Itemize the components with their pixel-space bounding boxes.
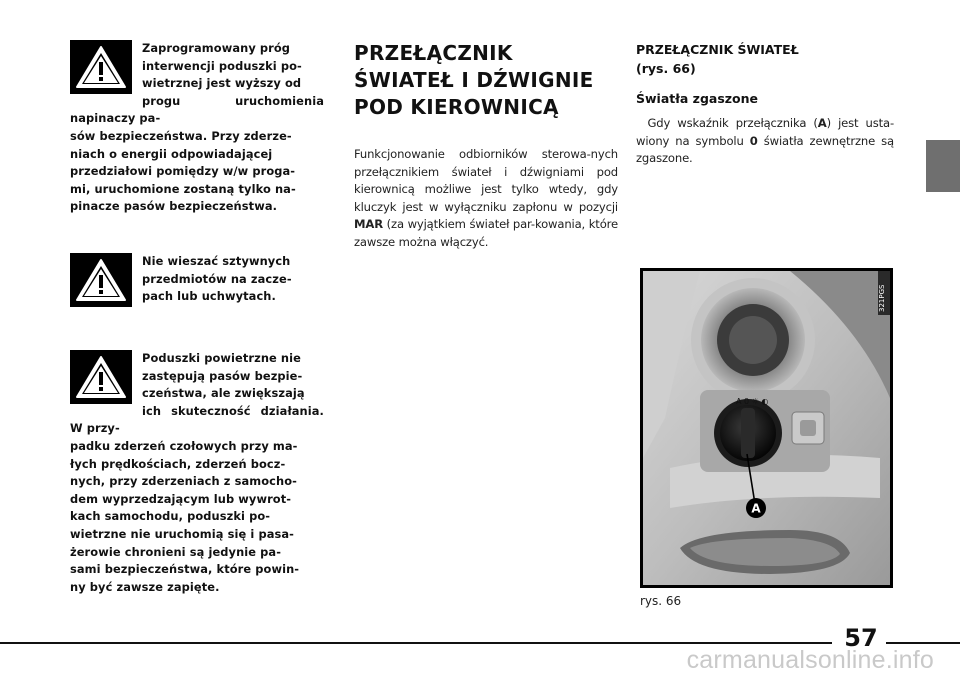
para-text: Gdy wskaźnik przełącznika ( [647, 116, 818, 130]
text-line: sami bezpieczeństwa, które powin- [70, 562, 300, 577]
text-line: Nie wieszać sztywnych [142, 254, 291, 268]
heading-line: POD KIEROWNICĄ [354, 95, 559, 119]
text-line: niach o energii odpowiadającej [70, 146, 273, 161]
figure-photo [640, 268, 893, 588]
warning-triangle-icon [70, 40, 132, 94]
warning-triangle-icon [70, 253, 132, 307]
section-heading [354, 40, 614, 121]
text-line: kach samochodu, poduszki po- [70, 509, 271, 524]
ref-paren-open: ( [636, 61, 642, 76]
para-bold-zero: 0 [749, 133, 758, 148]
text-line: wietrzne nie uruchomią się i pasa- [70, 526, 294, 541]
text-line: wietrznej jest wyższy od [142, 76, 302, 91]
text-line: przedmiotów na zacze- [142, 271, 292, 286]
intro-text: (za wyjątkiem świateł par-kowania, które zawsze można włączyć. [354, 217, 618, 249]
lights-off-paragraph [636, 115, 894, 168]
intro-text: Funkcjonowanie odbiorników sterowa-nych przełącznikiem świateł i dźwigniami pod kierownicą możliwe jest tylko wtedy, gdy kluczyk jest w wyłączniku zapłonu w pozycji [354, 147, 618, 214]
figure-label-a: A [751, 501, 761, 516]
text-line: zastępują pasów bezpie- [142, 368, 303, 383]
figure-code: 321PGS [878, 284, 886, 312]
text-line: mi, uruchomione zostaną tylko na- [70, 181, 296, 196]
warning-block-3 [70, 350, 324, 596]
heading-line: ŚWIATEŁ I DŹWIGNIE [354, 68, 594, 92]
warning-block-1 [70, 40, 324, 216]
text-line: progu uruchomienia napinaczy pa- [70, 93, 324, 126]
para-text: ) jest usta-wiony na symbolu [636, 116, 894, 148]
figure-reference: rys. 66 [641, 61, 690, 76]
subsection-subheading: Światła zgaszone [636, 91, 759, 106]
ref-paren-close: ) [689, 61, 696, 76]
footer-rule [886, 642, 960, 644]
text-line: sów bezpieczeństwa. Przy zderze- [70, 128, 292, 143]
light-switch-illustration [640, 268, 893, 588]
text-line: przedziałowi pomiędzy w/w proga- [70, 164, 296, 179]
subsection-title: PRZEŁĄCZNIK ŚWIATEŁ [636, 42, 799, 57]
text-line: żerowie chronieni są jedynie pa- [70, 544, 282, 559]
para-text: światła zewnętrzne są zgaszone. [636, 133, 894, 166]
text-line: ny być zawsze zapięte. [70, 579, 220, 594]
section-tab-marker [926, 140, 960, 192]
warning-triangle-icon [70, 350, 132, 404]
watermark: carmanualsonline.info [686, 646, 934, 674]
para-bold-a: A [817, 116, 827, 130]
text-line: Poduszki powietrzne nie [142, 351, 301, 365]
switch-markings: A 0 ☼ ◐ [736, 397, 769, 406]
text-line: nych, przy zderzeniach z samocho- [70, 474, 297, 489]
text-line: pach lub uchwytach. [142, 289, 276, 304]
text-line: Zaprogramowany próg [142, 41, 291, 55]
text-line: padku zderzeń czołowych przy ma- [70, 438, 298, 453]
text-line: czeństwa, ale zwiększają [142, 386, 305, 401]
intro-paragraph [354, 146, 618, 252]
text-line: interwencji poduszki po- [142, 58, 302, 73]
page-number: 57 [844, 624, 878, 652]
heading-line: PRZEŁĄCZNIK [354, 41, 513, 65]
text-line: dem wyprzedzającym lub wywrot- [70, 491, 292, 506]
warning-block-2 [70, 253, 324, 309]
intro-bold-mar: MAR [354, 217, 383, 232]
subsection-heading [636, 40, 799, 78]
text-line: łych prędkościach, zderzeń bocz- [70, 456, 286, 471]
figure-caption: rys. 66 [640, 594, 682, 608]
text-line: pinacze pasów bezpieczeństwa. [70, 199, 278, 214]
footer-rule [0, 642, 832, 644]
text-line: ich skuteczność działania. W przy- [70, 403, 324, 436]
